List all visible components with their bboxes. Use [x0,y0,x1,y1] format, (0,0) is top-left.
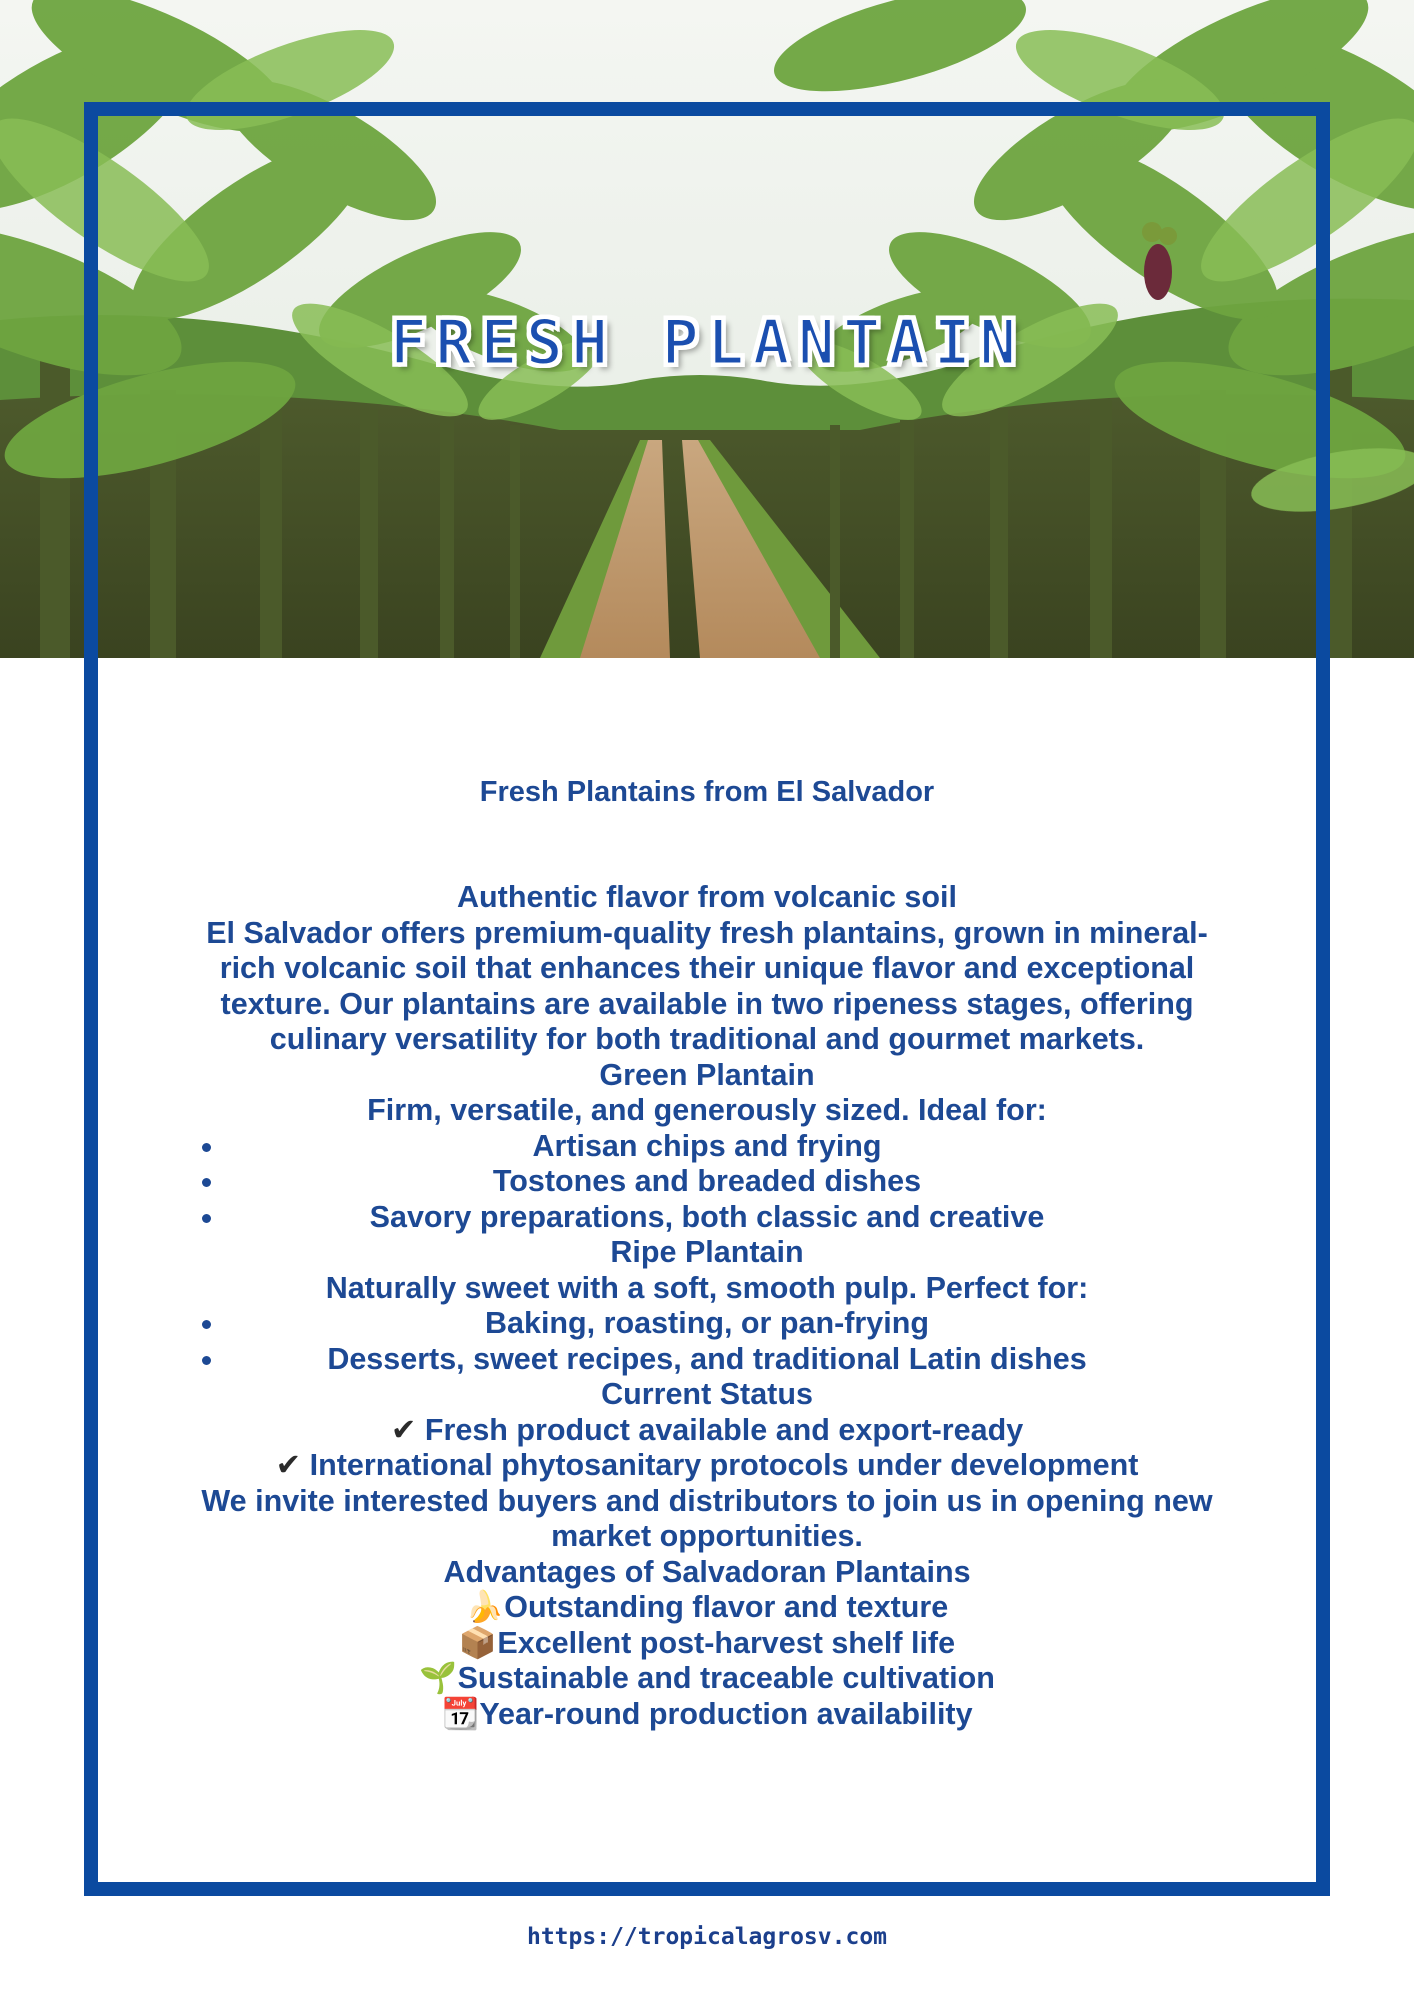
advantage-text: Sustainable and traceable cultivation [457,1661,995,1695]
advantage-item [200,1626,1214,1662]
status-item-text: Fresh product available and export-ready [424,1412,1024,1447]
status-item [200,1448,1214,1484]
list-item: Desserts, sweet recipes, and traditional Latin dishes [200,1342,1214,1378]
check-icon: ✔ [390,1412,417,1447]
green-plantain-uses [200,1129,1214,1236]
ripe-plantain-uses [200,1306,1214,1377]
banana-icon: 🍌 [465,1590,504,1624]
list-item: Tostones and breaded dishes [200,1164,1214,1200]
green-plantain-description: Firm, versatile, and generously sized. Ideal for: [367,1093,1047,1127]
website-link[interactable]: https://tropicalagrosv.com [526,1924,888,1950]
status-item [200,1413,1214,1449]
poster-title: FRESH PLANTAIN [389,306,1025,379]
check-icon: ✔ [275,1448,302,1482]
green-plantain-heading: Green Plantain [599,1057,815,1092]
main-content [200,880,1214,1732]
status-item-text: International phytosanitary protocols under development [309,1448,1139,1482]
advantage-item [200,1590,1214,1626]
calendar-icon: 📆 [441,1696,480,1731]
advantage-text: Outstanding flavor and texture [504,1590,949,1624]
advantage-item [200,1697,1214,1733]
advantage-text: Year-round production availability [479,1696,973,1731]
ripe-plantain-description: Naturally sweet with a soft, smooth pulp. Perfect for: [325,1270,1089,1305]
list-item: Baking, roasting, or pan-frying [200,1306,1214,1342]
advantages-heading: Advantages of Salvadoran Plantains [443,1554,971,1589]
buyer-invitation: We invite interested buyers and distributors to join us in opening new market opportunities. [201,1483,1213,1553]
intro-paragraph: El Salvador offers premium-quality fresh plantains, grown in mineral-rich volcanic soil that enhances their unique flavor and exceptional texture. Our plantains are available in two ripeness stages, offering culinary versatility for both traditional and gourmet markets. [206,915,1208,1056]
intro-heading: Authentic flavor from volcanic soil [457,880,957,914]
advantage-item [200,1661,1214,1697]
current-status-heading: Current Status [601,1377,813,1411]
ripe-plantain-heading: Ripe Plantain [610,1235,804,1269]
list-item: Artisan chips and frying [200,1129,1214,1165]
package-icon: 📦 [458,1625,497,1660]
list-item: Savory preparations, both classic and creative [200,1200,1214,1236]
page-subtitle: Fresh Plantains from El Salvador [479,776,935,808]
seedling-icon: 🌱 [419,1661,458,1695]
advantage-text: Excellent post-harvest shelf life [497,1625,956,1660]
